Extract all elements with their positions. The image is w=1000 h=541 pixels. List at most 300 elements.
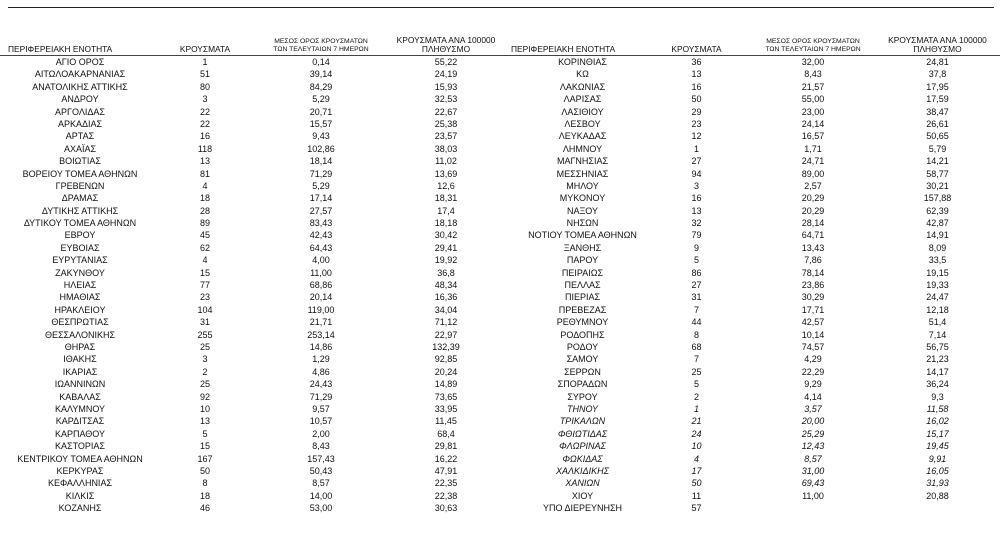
table-row [505, 81, 1000, 93]
header-per100k-line2: ΠΛΗΘΥΣΜΟ [421, 44, 471, 54]
header-per100k [875, 36, 1000, 54]
table-row [0, 192, 505, 204]
table-row [505, 118, 1000, 130]
cases-cell: 13 [199, 156, 210, 167]
table-row [505, 267, 1000, 279]
average-cell: 10,57 [309, 416, 333, 427]
table-row [0, 304, 505, 316]
region-cell: ΘΗΡΑΣ [64, 341, 96, 352]
cases-cell: 17 [691, 465, 702, 476]
average-cell: 84,29 [309, 81, 333, 92]
per100k-cell: 50,65 [926, 131, 949, 142]
average-cell: 17,71 [801, 304, 825, 315]
per100k-cell: 73,65 [434, 391, 458, 402]
region-cell: ΚΑΣΤΟΡΙΑΣ [55, 441, 105, 452]
average-cell: 20,00 [801, 416, 825, 427]
table-row [505, 391, 1000, 403]
average-cell: 17,14 [309, 193, 333, 204]
table-row [0, 291, 505, 303]
table-row [505, 477, 1000, 489]
region-cell: ΠΙΕΡΙΑΣ [564, 292, 601, 303]
cases-cell: 25 [199, 341, 210, 352]
table-row [505, 93, 1000, 105]
average-cell: 16,57 [801, 131, 825, 142]
average-cell: 15,57 [309, 118, 333, 129]
average-cell: 74,57 [801, 341, 825, 352]
average-cell: 42,57 [801, 317, 825, 328]
per100k-cell: 14,21 [926, 156, 949, 167]
table-row [505, 217, 1000, 229]
table-row [0, 106, 505, 118]
table-row [0, 403, 505, 415]
cases-cell: 79 [691, 230, 702, 241]
table-row [505, 279, 1000, 291]
per100k-cell: 24,19 [434, 69, 458, 80]
average-cell: 24,43 [309, 379, 333, 390]
region-cell: ΠΕΛΛΑΣ [564, 280, 601, 291]
average-cell: 22,29 [801, 366, 825, 377]
cases-cell: 7 [693, 304, 699, 315]
table-row [0, 440, 505, 452]
cases-cell: 31 [691, 292, 702, 303]
header-cases: ΚΡΟΥΣΜΑΤΑ [179, 44, 231, 54]
average-cell: 8,43 [312, 441, 330, 452]
region-cell: ΚΕΡΚΥΡΑΣ [56, 465, 104, 476]
cases-cell: 22 [199, 106, 210, 117]
table-row [0, 465, 505, 477]
region-cell: ΤΗΝΟΥ [566, 403, 598, 414]
average-cell: 32,00 [801, 57, 825, 67]
table-row [0, 490, 505, 502]
region-cell: ΘΕΣΣΑΛΟΝΙΚΗΣ [44, 329, 116, 340]
average-cell: 64,71 [801, 230, 825, 241]
region-cell: ΚΑΒΑΛΑΣ [59, 391, 101, 402]
per100k-cell: 23,57 [434, 131, 458, 142]
cases-cell: 24 [691, 428, 702, 439]
per100k-cell: 36,8 [437, 267, 455, 278]
cases-cell: 1 [693, 403, 699, 414]
region-cell: ΛΕΣΒΟΥ [564, 118, 601, 129]
region-cell: ΧΑΛΚΙΔΙΚΗΣ [556, 465, 609, 476]
region-cell: ΖΑΚΥΝΘΟΥ [55, 267, 105, 278]
average-cell: 9,57 [312, 403, 330, 414]
cases-cell: 16 [691, 193, 702, 204]
per100k-cell: 17,4 [437, 205, 455, 216]
region-cell: ΛΑΣΙΘΙΟΥ [561, 106, 604, 117]
average-cell: 9,43 [312, 131, 330, 142]
table-row [0, 81, 505, 93]
cases-cell: 50 [691, 478, 702, 489]
per100k-cell: 16,05 [926, 465, 949, 476]
region-cell: ΚΙΛΚΙΣ [65, 490, 95, 501]
cases-cell: 4 [202, 255, 208, 266]
region-cell: ΙΩΑΝΝΙΝΩΝ [54, 379, 106, 390]
cases-cell: 80 [199, 81, 210, 92]
header-cases: ΚΡΟΥΣΜΑΤΑ [671, 44, 722, 54]
table-row [0, 366, 505, 378]
region-cell: ΡΟΔΟΥ [566, 341, 599, 352]
cases-cell: 44 [691, 317, 702, 328]
average-cell: 39,14 [309, 69, 333, 80]
table-row [0, 378, 505, 390]
table-row [505, 168, 1000, 180]
per100k-cell: 16,02 [926, 416, 949, 427]
cases-cell: 7 [693, 354, 699, 365]
per100k-cell: 26,61 [926, 118, 949, 129]
region-cell: ΣΕΡΡΩΝ [564, 366, 601, 377]
cases-cell: 86 [691, 267, 702, 278]
table-row [0, 55, 505, 68]
average-cell: 27,57 [309, 205, 333, 216]
region-cell: ΗΡΑΚΛΕΙΟΥ [54, 304, 106, 315]
table-row [0, 242, 505, 254]
cases-cell: 5 [202, 428, 208, 439]
table-row [0, 118, 505, 130]
per100k-cell: 18,31 [434, 193, 458, 204]
table-row [505, 415, 1000, 427]
header-average-line2: ΤΩΝ ΤΕΛΕΥΤΑΙΩΝ 7 ΗΜΕΡΩΝ [273, 46, 369, 53]
average-cell: 3,57 [804, 403, 822, 414]
average-cell: 12,43 [801, 441, 825, 452]
cases-cell: 22 [199, 118, 210, 129]
table-row [505, 465, 1000, 477]
table-row [0, 217, 505, 229]
average-cell: 1,71 [804, 143, 822, 154]
cases-cell: 27 [691, 280, 702, 291]
table-row [0, 180, 505, 192]
cases-cell: 9 [693, 242, 699, 253]
cases-cell: 23 [199, 292, 210, 303]
per100k-cell: 68,4 [437, 428, 455, 439]
region-cell: ΚΑΛΥΜΝΟΥ [54, 403, 106, 414]
average-cell: 20,29 [801, 193, 825, 204]
average-cell: 83,43 [309, 218, 333, 229]
cases-cell: 255 [197, 329, 213, 340]
table-row [505, 304, 1000, 316]
region-cell: ΗΛΕΙΑΣ [63, 280, 97, 291]
cases-cell: 51 [199, 69, 210, 80]
average-cell: 4,86 [312, 366, 330, 377]
region-cell: ΣΑΜΟΥ [566, 354, 599, 365]
cases-cell: 32 [691, 218, 702, 229]
header-average [748, 38, 878, 54]
region-cell: ΣΠΟΡΑΔΩΝ [557, 379, 608, 390]
cases-cell: 11 [691, 490, 702, 501]
per100k-cell: 30,63 [434, 503, 458, 514]
per100k-cell: 21,23 [926, 354, 949, 365]
per100k-cell: 9,91 [928, 453, 947, 464]
right-table-body [505, 55, 1000, 514]
top-rule-right [505, 7, 994, 8]
cases-cell: 68 [691, 341, 702, 352]
table-row [505, 366, 1000, 378]
average-cell: 31,00 [801, 465, 825, 476]
cases-cell: 2 [202, 366, 208, 377]
average-cell: 50,43 [309, 465, 333, 476]
average-cell: 20,29 [801, 205, 825, 216]
per100k-cell: 56,75 [926, 341, 949, 352]
region-cell: ΔΥΤΙΚΟΥ ΤΟΜΕΑ ΑΘΗΝΩΝ [23, 218, 137, 229]
average-cell: 5,29 [312, 94, 330, 105]
region-cell: ΚΟΖΑΝΗΣ [58, 503, 102, 514]
region-cell: ΛΕΥΚΑΔΑΣ [558, 131, 607, 142]
table-row [505, 229, 1000, 241]
region-cell: ΥΠΟ ΔΙΕΡΕΥΝΗΣΗ [542, 503, 623, 514]
cases-cell: 167 [197, 453, 213, 464]
per100k-cell: 29,41 [434, 242, 458, 253]
average-cell: 8,57 [804, 453, 822, 464]
cases-cell: 46 [199, 503, 210, 514]
per100k-cell: 19,15 [926, 267, 949, 278]
cases-cell: 25 [199, 379, 210, 390]
per100k-cell: 71,12 [434, 317, 458, 328]
region-cell: ΛΑΡΙΣΑΣ [563, 94, 602, 105]
per100k-cell: 42,87 [926, 218, 949, 229]
region-cell: ΡΕΘΥΜΝΟΥ [556, 317, 609, 328]
region-cell: ΚΑΡΠΑΘΟΥ [54, 428, 106, 439]
table-row [505, 106, 1000, 118]
region-cell: ΠΑΡΟΥ [566, 255, 599, 266]
average-cell: 2,00 [312, 428, 330, 439]
cases-cell: 36 [691, 57, 702, 67]
cases-cell: 50 [691, 94, 702, 105]
per100k-cell: 16,36 [434, 292, 458, 303]
region-cell: ΦΛΩΡΙΝΑΣ [559, 441, 606, 452]
per100k-cell: 19,45 [926, 441, 949, 452]
per100k-cell: 22,35 [434, 478, 458, 489]
region-cell: ΚΩ [576, 69, 589, 80]
average-cell: 0,14 [312, 57, 330, 67]
region-cell: ΝΗΣΩΝ [566, 218, 599, 229]
cases-cell: 15 [199, 441, 210, 452]
table-row [505, 254, 1000, 266]
per100k-cell: 5,79 [928, 143, 947, 154]
region-cell: ΚΟΡΙΝΘΙΑΣ [558, 57, 607, 67]
region-cell: ΝΟΤΙΟΥ ΤΟΜΕΑ ΑΘΗΝΩΝ [528, 230, 637, 241]
average-cell: 253,14 [307, 329, 335, 340]
cases-cell: 1 [693, 143, 699, 154]
per100k-cell: 14,17 [926, 366, 949, 377]
table-row [0, 353, 505, 365]
average-cell: 14,00 [309, 490, 333, 501]
per100k-cell: 15,17 [926, 428, 949, 439]
table-row [505, 291, 1000, 303]
cases-cell: 23 [691, 118, 702, 129]
per100k-cell: 33,95 [434, 403, 458, 414]
cases-cell: 4 [693, 453, 699, 464]
average-cell: 13,43 [801, 242, 825, 253]
per100k-cell: 33,5 [928, 255, 947, 266]
average-cell: 28,14 [801, 218, 825, 229]
table-row [0, 130, 505, 142]
table-row [0, 229, 505, 241]
cases-cell: 5 [693, 255, 699, 266]
average-cell: 4,00 [312, 255, 330, 266]
table-row [505, 502, 1000, 514]
average-cell: 30,29 [801, 292, 825, 303]
per100k-cell: 29,81 [434, 441, 458, 452]
average-cell: 64,43 [309, 242, 333, 253]
region-cell: ΕΒΡΟΥ [64, 230, 96, 241]
table-row [0, 428, 505, 440]
table-row [505, 180, 1000, 192]
region-cell: ΝΑΞΟΥ [566, 205, 599, 216]
region-cell: ΑΝΔΡΟΥ [61, 94, 99, 105]
table-row [505, 316, 1000, 328]
cases-cell: 3 [693, 180, 699, 191]
per100k-cell: 92,85 [434, 354, 458, 365]
average-cell: 20,71 [309, 106, 333, 117]
per100k-cell: 48,34 [434, 280, 458, 291]
average-cell: 25,29 [801, 428, 825, 439]
region-cell: ΚΑΡΔΙΤΣΑΣ [55, 416, 105, 427]
table-row [0, 415, 505, 427]
region-cell: ΣΥΡΟΥ [567, 391, 598, 402]
table-row [0, 68, 505, 80]
per100k-cell: 30,42 [434, 230, 458, 241]
per100k-cell: 19,92 [434, 255, 458, 266]
cases-cell: 104 [197, 304, 213, 315]
region-cell: ΑΓΙΟ ΟΡΟΣ [55, 57, 105, 67]
average-cell: 102,86 [307, 143, 335, 154]
cases-cell: 2 [693, 391, 699, 402]
region-cell: ΙΘΑΚΗΣ [63, 354, 97, 365]
average-cell: 7,86 [804, 255, 822, 266]
per100k-cell: 55,22 [434, 57, 458, 67]
region-cell: ΑΧΑΪΑΣ [63, 143, 97, 154]
average-cell: 20,14 [309, 292, 333, 303]
average-cell: 1,29 [312, 354, 330, 365]
table-row [0, 341, 505, 353]
per100k-cell: 47,91 [434, 465, 458, 476]
average-cell: 23,00 [801, 106, 825, 117]
per100k-cell: 132,39 [432, 341, 460, 352]
table-row [0, 168, 505, 180]
per100k-cell: 25,38 [434, 118, 458, 129]
average-cell: 2,57 [804, 180, 822, 191]
cases-cell: 16 [691, 81, 702, 92]
region-cell: ΔΥΤΙΚΗΣ ΑΤΤΙΚΗΣ [41, 205, 119, 216]
cases-cell: 1 [202, 57, 208, 67]
table-row [0, 279, 505, 291]
cases-cell: 3 [202, 94, 208, 105]
header-per100k-line1: ΚΡΟΥΣΜΑΤΑ ΑΝΑ 100000 [888, 35, 987, 45]
cases-cell: 89 [199, 218, 210, 229]
header-average [256, 38, 386, 54]
average-cell: 9,29 [804, 379, 822, 390]
per100k-cell: 17,95 [926, 81, 949, 92]
region-cell: ΠΕΙΡΑΙΩΣ [561, 267, 604, 278]
cases-cell: 5 [693, 379, 699, 390]
cases-cell: 15 [199, 267, 210, 278]
per100k-cell: 15,93 [434, 81, 458, 92]
table-row [505, 130, 1000, 142]
region-cell: ΜΥΚΟΝΟΥ [559, 193, 606, 204]
region-cell: ΒΟΙΩΤΙΑΣ [59, 156, 101, 167]
region-cell: ΜΗΛΟΥ [566, 180, 599, 191]
cases-cell: 13 [199, 416, 210, 427]
region-cell: ΠΡΕΒΕΖΑΣ [558, 304, 607, 315]
table-row [505, 428, 1000, 440]
per100k-cell: 17,59 [926, 94, 949, 105]
per100k-cell: 11,02 [435, 156, 457, 167]
header-average-line1: ΜΕΣΟΣ ΟΡΟΣ ΚΡΟΥΣΜΑΤΩΝ [766, 38, 860, 45]
table-row [0, 502, 505, 514]
per100k-cell: 22,67 [434, 106, 458, 117]
table-row [0, 316, 505, 328]
cases-cell: 10 [691, 441, 702, 452]
cases-cell: 25 [691, 366, 702, 377]
region-cell: ΒΟΡΕΙΟΥ ΤΟΜΕΑ ΑΘΗΝΩΝ [22, 168, 138, 179]
cases-cell: 77 [199, 280, 210, 291]
table-row [0, 329, 505, 341]
region-cell: ΕΥΒΟΙΑΣ [60, 242, 100, 253]
table-row [505, 341, 1000, 353]
cases-cell: 12 [691, 131, 702, 142]
region-cell: ΧΑΝΙΩΝ [565, 478, 600, 489]
per100k-cell: 20,24 [434, 366, 458, 377]
cases-cell: 8 [693, 329, 699, 340]
per100k-cell: 34,04 [434, 304, 458, 315]
average-cell: 4,29 [804, 354, 822, 365]
per100k-cell: 14,91 [926, 230, 949, 241]
cases-cell: 3 [202, 354, 208, 365]
per100k-cell: 32,53 [434, 94, 458, 105]
cases-cell: 10 [199, 403, 210, 414]
cases-cell: 29 [691, 106, 702, 117]
region-cell: ΛΗΜΝΟΥ [562, 143, 603, 154]
per100k-cell: 18,18 [434, 218, 458, 229]
average-cell: 11,00 [310, 267, 332, 278]
table-row [505, 378, 1000, 390]
average-cell: 8,57 [312, 478, 330, 489]
average-cell: 24,71 [801, 156, 825, 167]
region-cell: ΞΑΝΘΗΣ [563, 242, 602, 253]
region-cell: ΑΡΓΟΛΙΔΑΣ [55, 106, 105, 117]
cases-cell: 50 [199, 465, 210, 476]
average-cell: 68,86 [309, 280, 333, 291]
table-row [505, 353, 1000, 365]
cases-cell: 13 [691, 69, 702, 80]
table-row [505, 490, 1000, 502]
table-row [0, 254, 505, 266]
per100k-cell: 9,3 [931, 391, 944, 402]
region-cell: ΦΘΙΩΤΙΔΑΣ [557, 428, 608, 439]
table-row [0, 477, 505, 489]
average-cell: 71,29 [309, 391, 333, 402]
per100k-cell: 38,47 [926, 106, 949, 117]
region-cell: ΦΩΚΙΔΑΣ [562, 453, 603, 464]
left-table-body [0, 55, 505, 514]
table-row [0, 205, 505, 217]
average-cell: 89,00 [801, 168, 825, 179]
header-region: ΠΕΡΙΦΕΡΕΙΑΚΗ ΕΝΟΤΗΤΑ [511, 44, 616, 54]
table-row [505, 242, 1000, 254]
cases-cell: 13 [691, 205, 702, 216]
region-cell: ΧΙΟΥ [571, 490, 594, 501]
header-average-line2: ΤΩΝ ΤΕΛΕΥΤΑΙΩΝ 7 ΗΜΕΡΩΝ [765, 46, 861, 53]
region-cell: ΑΡΚΑΔΙΑΣ [57, 118, 103, 129]
cases-cell: 4 [202, 180, 208, 191]
average-cell: 119,00 [307, 304, 335, 315]
average-cell: 14,86 [309, 341, 333, 352]
average-cell: 23,86 [801, 280, 825, 291]
table-row [505, 55, 1000, 68]
average-cell: 71,29 [309, 168, 333, 179]
table-row [0, 143, 505, 155]
per100k-cell: 16,22 [434, 453, 458, 464]
table-row [505, 205, 1000, 217]
